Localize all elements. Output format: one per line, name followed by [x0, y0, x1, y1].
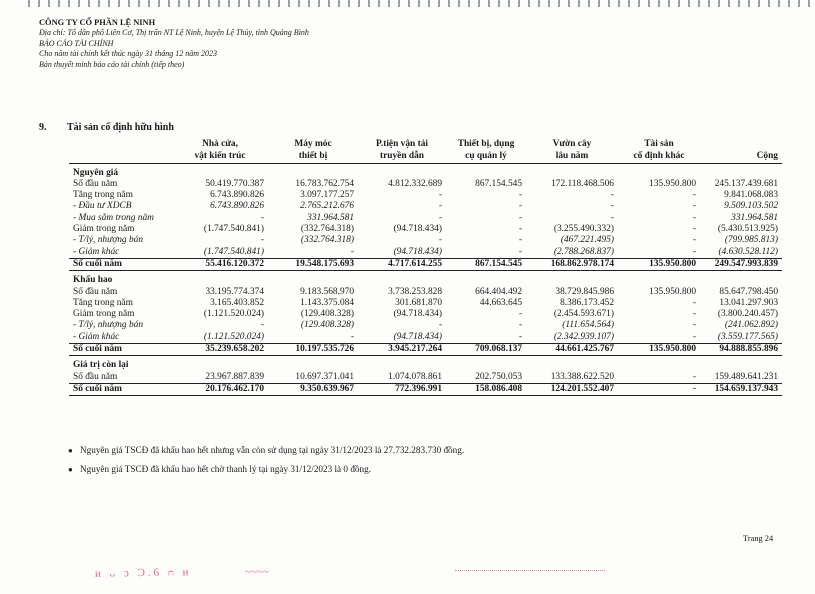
- binding-hole: [28, 0, 30, 7]
- column-header: lâu năm: [526, 150, 618, 163]
- cell-value: 6.743.890.826: [210, 190, 264, 201]
- red-stamp-mark: ~~~~: [245, 566, 269, 578]
- column-header: Thiết bị, dụng: [457, 139, 515, 150]
- note-text: Nguyên giá TSCĐ đã khấu hao hết nhưng vẫn còn sử dụng tại ngày 31/12/2023 là 27.732.283.730 đồng.: [80, 445, 465, 455]
- cell-value: (94.718.434): [393, 331, 442, 342]
- binding-hole: [318, 0, 320, 7]
- cell-value: (1.121.520.024): [203, 331, 264, 342]
- row-label: Số đầu năm: [73, 371, 118, 382]
- binding-hole: [348, 0, 350, 7]
- table-row: [69, 247, 782, 259]
- binding-hole: [378, 0, 380, 7]
- cell-value: 1.074.078.861: [388, 371, 442, 382]
- binding-hole: [598, 0, 600, 7]
- cell-value: -: [618, 383, 700, 395]
- group-title: Nguyên giá: [73, 167, 119, 178]
- cell-value: 133.388.622.520: [550, 371, 614, 382]
- cell-value: 13.041.297.903: [719, 297, 778, 308]
- binding-hole: [558, 0, 560, 7]
- cell-value: 9.183.568.970: [300, 286, 354, 297]
- cell-value: 168.862.978.174: [526, 258, 618, 270]
- binding-hole: [508, 0, 510, 7]
- binding-hole: [528, 0, 530, 7]
- cell-value: (129.408.328): [300, 320, 354, 331]
- cell-value: (2.342.939.107): [553, 331, 614, 342]
- binding-hole: [108, 0, 110, 7]
- binding-hole: [218, 0, 220, 7]
- binding-hole: [158, 0, 160, 7]
- column-header: truyền dẫn: [358, 150, 446, 163]
- cell-value: -: [260, 212, 264, 223]
- cell-value: 94.888.855.896: [700, 344, 782, 356]
- notes-title: Bản thuyết minh báo cáo tài chính (tiếp theo): [39, 59, 185, 69]
- cell-value: -: [438, 190, 442, 201]
- cell-value: -: [692, 212, 696, 223]
- cell-value: -: [692, 246, 696, 257]
- table-row: [69, 320, 782, 331]
- binding-hole: [308, 0, 310, 7]
- section-heading: [39, 122, 174, 133]
- table-row: [69, 179, 782, 190]
- cell-value: (2.788.268.837): [553, 246, 614, 257]
- cell-value: (3.559.177.565): [717, 331, 778, 342]
- cell-value: 4.812.332.689: [388, 178, 442, 189]
- cell-value: -: [610, 212, 614, 223]
- cell-value: 23.967.887.839: [205, 371, 264, 382]
- row-label: Giảm trong năm: [73, 309, 135, 320]
- table-row: [69, 235, 782, 246]
- binding-hole: [448, 0, 450, 7]
- cell-value: -: [438, 212, 442, 223]
- binding-hole: [538, 0, 540, 7]
- cell-value: 6.743.890.826: [210, 201, 264, 212]
- cell-value: 20.176.462.170: [172, 383, 268, 395]
- cell-value: (241.062.892): [724, 320, 778, 331]
- total-row: [69, 344, 782, 356]
- binding-hole: [78, 0, 80, 7]
- binding-hole: [268, 0, 270, 7]
- cell-value: 135.950.800: [618, 344, 700, 356]
- total-row: [69, 258, 782, 270]
- binding-hole: [288, 0, 290, 7]
- binding-hole: [648, 0, 650, 7]
- binding-hole: [248, 0, 250, 7]
- binding-hole: [278, 0, 280, 7]
- cell-value: 9.841.068.083: [724, 190, 778, 201]
- binding-hole: [578, 0, 580, 7]
- binding-hole: [688, 0, 690, 7]
- cell-value: (2.454.593.671): [553, 309, 614, 320]
- binding-hole: [58, 0, 60, 7]
- cell-value: (5.430.513.925): [717, 224, 778, 235]
- cell-value: 124.201.552.407: [526, 383, 618, 395]
- binding-hole: [408, 0, 410, 7]
- binding-hole: [388, 0, 390, 7]
- binding-hole: [798, 0, 800, 7]
- binding-hole: [178, 0, 180, 7]
- cell-value: -: [518, 320, 522, 331]
- binding-hole: [68, 0, 70, 7]
- binding-hole: [748, 0, 750, 7]
- cell-value: -: [518, 224, 522, 235]
- cell-value: 10.197.535.726: [268, 344, 358, 356]
- cell-value: -: [692, 297, 696, 308]
- cell-value: 33.195.774.374: [205, 286, 264, 297]
- table-row: [69, 190, 782, 201]
- cell-value: 35.239.658.202: [172, 344, 268, 356]
- cell-value: 16.783.762.754: [295, 178, 354, 189]
- group-title-row: [69, 163, 782, 179]
- binding-hole: [758, 0, 760, 7]
- company-name: CÔNG TY CỔ PHẦN LỆ NINH: [39, 18, 156, 27]
- binding-hole: [658, 0, 660, 7]
- binding-hole: [198, 0, 200, 7]
- group-title-row: [69, 271, 782, 287]
- cell-value: 867.154.545: [475, 178, 522, 189]
- row-label: - T/lý, nhượng bán: [73, 320, 144, 331]
- table-row: [69, 201, 782, 212]
- binding-hole: [328, 0, 330, 7]
- binding-hole: [478, 0, 480, 7]
- binding-hole: [258, 0, 260, 7]
- binding-hole: [778, 0, 780, 7]
- cell-value: -: [260, 235, 264, 246]
- cell-value: 331.964.581: [307, 212, 354, 223]
- row-label: Tăng trong năm: [73, 190, 133, 201]
- binding-hole: [168, 0, 170, 7]
- cell-value: 202.750.053: [475, 371, 522, 382]
- binding-hole: [668, 0, 670, 7]
- binding-hole: [188, 0, 190, 7]
- cell-value: -: [518, 246, 522, 257]
- cell-value: 44.663.645: [479, 297, 522, 308]
- cell-value: 9.350.639.967: [268, 383, 358, 395]
- bullet-icon: ●: [68, 465, 73, 474]
- cell-value: -: [692, 320, 696, 331]
- row-label: Số đầu năm: [73, 178, 118, 189]
- binding-hole: [808, 0, 810, 7]
- binding-hole: [138, 0, 140, 7]
- row-label: - Giảm khác: [73, 331, 120, 342]
- binding-hole: [678, 0, 680, 7]
- cell-value: 19.548.175.693: [268, 258, 358, 270]
- cell-value: -: [438, 320, 442, 331]
- binding-hole: [98, 0, 100, 7]
- cell-value: (467.221.495): [560, 235, 614, 246]
- group-title: Khấu hao: [73, 275, 113, 286]
- binding-hole: [628, 0, 630, 7]
- binding-hole: [568, 0, 570, 7]
- note-text: Nguyên giá TSCĐ đã khấu hao hết chờ thanh lý tại ngày 31/12/2023 là 0 đồng.: [80, 464, 371, 474]
- cell-value: -: [518, 331, 522, 342]
- cell-value: -: [518, 190, 522, 201]
- binding-hole: [738, 0, 740, 7]
- cell-value: 135.950.800: [649, 286, 696, 297]
- binding-hole: [48, 0, 50, 7]
- binding-hole: [418, 0, 420, 7]
- table-row: [69, 298, 782, 309]
- group-title: Giá trị còn lại: [73, 360, 129, 371]
- binding-hole: [298, 0, 300, 7]
- cell-value: 245.137.439.681: [714, 178, 778, 189]
- binding-hole: [718, 0, 720, 7]
- cell-value: 172.118.468.506: [551, 178, 614, 189]
- cell-value: -: [692, 224, 696, 235]
- binding-hole: [728, 0, 730, 7]
- cell-value: -: [350, 246, 354, 257]
- binding-hole: [208, 0, 210, 7]
- row-label: - Mua sắm trong năm: [73, 212, 154, 223]
- cell-value: 154.659.137.943: [700, 383, 782, 395]
- binding-hole: [358, 0, 360, 7]
- cell-value: 331.964.581: [731, 212, 778, 223]
- cell-value: 159.489.641.231: [714, 371, 778, 382]
- table-row: [69, 372, 782, 384]
- red-stamp-mark: ᴎ ᴗ ɔ Ɔ.6 ᴒ ᴎ: [94, 566, 192, 580]
- cell-value: 44.661.425.767: [526, 344, 618, 356]
- note-item: [68, 441, 465, 460]
- cell-value: -: [518, 235, 522, 246]
- cell-value: 249.547.993.839: [700, 258, 782, 270]
- cell-value: (4.630.528.112): [718, 246, 778, 257]
- column-header: [700, 139, 782, 150]
- cell-value: -: [438, 235, 442, 246]
- row-label: Số đầu năm: [73, 286, 118, 297]
- cell-value: -: [610, 201, 614, 212]
- cell-value: -: [692, 235, 696, 246]
- cell-value: 301.681.870: [395, 297, 442, 308]
- binding-hole: [398, 0, 400, 7]
- column-header: Cộng: [700, 150, 782, 163]
- cell-value: -: [350, 331, 354, 342]
- column-header: cố định khác: [618, 150, 700, 163]
- cell-value: 772.396.991: [358, 383, 446, 395]
- report-title: BÁO CÁO TÀI CHÍNH: [39, 38, 114, 48]
- row-label: - Giảm khác: [73, 246, 120, 257]
- binding-hole: [638, 0, 640, 7]
- cell-value: (1.121.520.024): [203, 309, 264, 320]
- binding-hole: [698, 0, 700, 7]
- row-label: Số cuối năm: [69, 258, 172, 270]
- report-period: Cho năm tài chính kết thúc ngày 31 tháng 12 năm 2023: [39, 49, 217, 59]
- table-header-row: [69, 139, 782, 150]
- section-title: Tài sản cố định hữu hình: [67, 122, 174, 133]
- table-row: [69, 224, 782, 235]
- notes-list: [68, 441, 465, 479]
- binding-holes: [0, 0, 815, 8]
- cell-value: 1.143.375.084: [300, 297, 354, 308]
- column-header: Máy móc: [294, 139, 332, 150]
- cell-value: (111.654.564): [562, 320, 614, 331]
- column-header: thiết bị: [268, 150, 358, 163]
- section-number: 9.: [39, 122, 47, 133]
- cell-value: 3.165.403.852: [210, 297, 264, 308]
- column-header: cụ quản lý: [446, 150, 526, 163]
- column-header: Nhà cửa,: [202, 139, 238, 150]
- cell-value: (1.747.540.841): [203, 246, 264, 257]
- binding-hole: [518, 0, 520, 7]
- binding-hole: [88, 0, 90, 7]
- cell-value: 10.697.371.041: [295, 371, 354, 382]
- table-row: [69, 332, 782, 344]
- column-header: Vườn cây: [552, 139, 592, 150]
- binding-hole: [368, 0, 370, 7]
- cell-value: 85.647.798.450: [719, 286, 778, 297]
- row-label: Giảm trong năm: [73, 224, 135, 235]
- row-label: Tăng trong năm: [73, 297, 133, 308]
- cell-value: 9.509.103.502: [724, 201, 778, 212]
- cell-value: -: [692, 331, 696, 342]
- binding-hole: [118, 0, 120, 7]
- row-label: - T/lý, nhượng bán: [73, 235, 144, 246]
- binding-hole: [428, 0, 430, 7]
- cell-value: -: [438, 201, 442, 212]
- cell-value: -: [692, 190, 696, 201]
- cell-value: (332.764.318): [300, 224, 354, 235]
- binding-hole: [238, 0, 240, 7]
- bullet-icon: ●: [68, 446, 73, 455]
- binding-hole: [458, 0, 460, 7]
- cell-value: 38.729.845.986: [555, 286, 614, 297]
- cell-value: (3.255.490.332): [553, 224, 614, 235]
- binding-hole: [128, 0, 130, 7]
- group-title-row: [69, 356, 782, 372]
- fixed-assets-table: [69, 139, 782, 396]
- cell-value: 664.404.492: [475, 286, 522, 297]
- cell-value: 2.765.212.676: [300, 201, 354, 212]
- binding-hole: [548, 0, 550, 7]
- column-header: P.tiện vận tải: [375, 139, 428, 150]
- cell-value: 135.950.800: [618, 258, 700, 270]
- binding-hole: [618, 0, 620, 7]
- binding-hole: [498, 0, 500, 7]
- cell-value: -: [260, 320, 264, 331]
- cell-value: -: [518, 309, 522, 320]
- total-row: [69, 383, 782, 395]
- cell-value: (332.764.318): [300, 235, 354, 246]
- cell-value: 158.086.408: [446, 383, 526, 395]
- cell-value: 135.950.800: [649, 178, 696, 189]
- table-row: [69, 309, 782, 320]
- cell-value: -: [692, 201, 696, 212]
- binding-hole: [38, 0, 40, 7]
- cell-value: (1.747.540.841): [203, 224, 264, 235]
- red-stamp-mark: [455, 570, 605, 573]
- cell-value: -: [518, 201, 522, 212]
- table-header-row: [69, 150, 782, 163]
- binding-hole: [438, 0, 440, 7]
- column-header: vật kiến trúc: [172, 150, 268, 163]
- table-row: [69, 287, 782, 298]
- binding-hole: [788, 0, 790, 7]
- cell-value: 50.419.770.387: [205, 178, 264, 189]
- cell-value: 3.738.253.828: [388, 286, 442, 297]
- cell-value: 3.945.217.264: [358, 344, 446, 356]
- column-header: Tài sản: [644, 139, 674, 150]
- cell-value: -: [692, 309, 696, 320]
- binding-hole: [708, 0, 710, 7]
- binding-hole: [768, 0, 770, 7]
- binding-hole: [608, 0, 610, 7]
- cell-value: 55.416.120.372: [172, 258, 268, 270]
- row-label: Số cuối năm: [69, 344, 172, 356]
- document-header: [39, 18, 309, 70]
- binding-hole: [468, 0, 470, 7]
- cell-value: -: [610, 190, 614, 201]
- cell-value: -: [692, 371, 696, 382]
- row-label: Số cuối năm: [69, 383, 172, 395]
- cell-value: (129.408.328): [300, 309, 354, 320]
- cell-value: -: [518, 212, 522, 223]
- row-label: - Đầu tư XDCB: [73, 201, 132, 212]
- note-item: [68, 460, 464, 479]
- cell-value: (94.718.434): [393, 309, 442, 320]
- cell-value: 3.097.177.257: [300, 190, 354, 201]
- page-number: Trang 24: [743, 534, 774, 543]
- cell-value: 4.717.614.255: [358, 258, 446, 270]
- company-address: Địa chỉ: Tổ dân phố Liên Cơ, Thị trấn NT Lệ Ninh, huyện Lệ Thủy, tỉnh Quảng Bình: [39, 28, 309, 38]
- binding-hole: [488, 0, 490, 7]
- cell-value: (94.718.434): [393, 224, 442, 235]
- cell-value: (3.800.240.457): [717, 309, 778, 320]
- binding-hole: [148, 0, 150, 7]
- table-row: [69, 213, 782, 224]
- cell-value: 8.386.173.452: [560, 297, 614, 308]
- cell-value: 867.154.545: [446, 258, 526, 270]
- cell-value: (94.718.434): [393, 246, 442, 257]
- cell-value: 709.068.137: [446, 344, 526, 356]
- binding-hole: [588, 0, 590, 7]
- binding-hole: [228, 0, 230, 7]
- binding-hole: [338, 0, 340, 7]
- cell-value: (799.985.813): [724, 235, 778, 246]
